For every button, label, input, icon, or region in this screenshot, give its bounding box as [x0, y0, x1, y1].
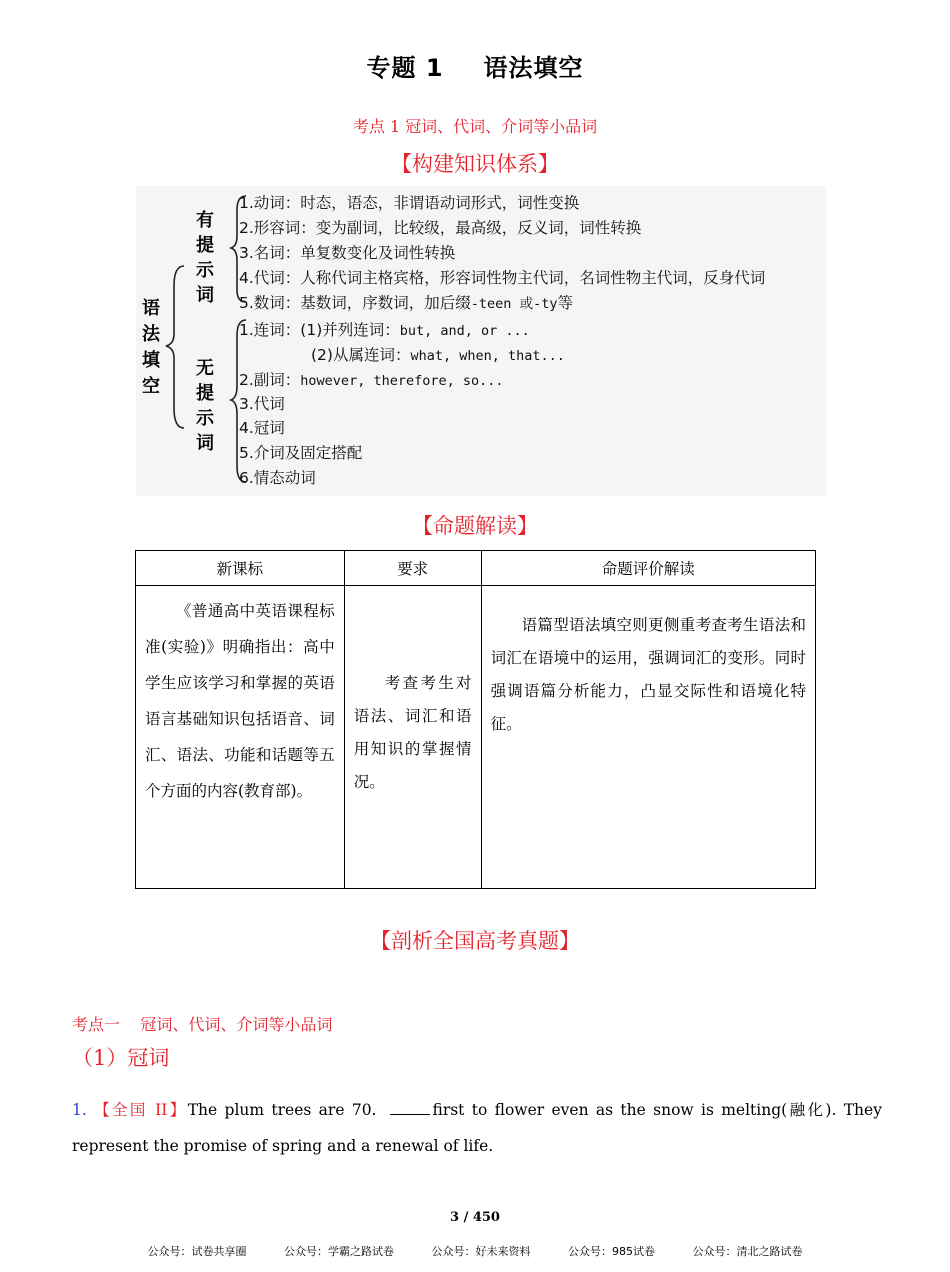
diagram-line: 1.动词：时态，语态，非谓语动词形式，词性变换	[239, 194, 580, 212]
diagram-line: 2.形容词：变为副词，比较级，最高级，反义词，词性转换	[239, 219, 642, 237]
table-header-cell: 命题评价解读	[481, 551, 815, 586]
section-interpretation: 【命题解读】	[412, 514, 538, 538]
diagram-line: 4.代词：人称代词主格宾格，形容词性物主代词，名词性物主代词，反身代词	[239, 269, 766, 287]
diagram-line: 5.介词及固定搭配	[239, 444, 363, 462]
diagram-line: 4.冠词	[239, 419, 285, 437]
footer-item: 公众号：学霸之路试卷	[284, 1245, 394, 1258]
page-number: 3 / 450	[450, 1210, 500, 1225]
question-text: The plum trees are 70.	[187, 1101, 377, 1119]
knowledge-diagram	[136, 186, 826, 496]
question-number: 1.	[72, 1101, 87, 1119]
question-1	[72, 1092, 882, 1164]
table-header-cell: 要求	[344, 551, 481, 586]
section-knowledge-system: 【构建知识体系】	[391, 152, 559, 176]
group-without-hints: 无提示词	[196, 358, 214, 454]
section-exam-analysis: 【剖析全国高考真题】	[370, 929, 580, 953]
root-brace	[166, 266, 184, 428]
footer-item: 公众号：试卷共享圈	[147, 1245, 247, 1258]
answer-blank[interactable]	[390, 1100, 430, 1115]
table-cell: 语篇型语法填空则更侧重考查考生语法和词汇在语境中的运用，强调词汇的变形。同时强调语篇分析能力，凸显交际性和语境化特征。	[481, 586, 815, 889]
diagram-line: 2.副词：however, therefore, so...	[239, 371, 504, 389]
table-cell: 考查考生对语法、词汇和语用知识的掌握情况。	[344, 586, 481, 889]
question-source-tag: 【全国 II】	[94, 1101, 188, 1119]
table-row	[136, 586, 816, 889]
diagram-line: 1.连词：(1)并列连词：but, and, or ...	[239, 321, 530, 339]
subsection-article: （1）冠词	[72, 1046, 170, 1070]
kaodian-one: 考点一 冠词、代词、介词等小品词	[72, 1015, 333, 1034]
root-label: 语法填空	[142, 298, 160, 397]
diagram-line: 3.代词	[239, 395, 285, 413]
diagram-line: 6.情态动词	[239, 469, 316, 487]
table-cell: 《普通高中英语课程标准(实验)》明确指出：高中学生应该学习和掌握的英语语言基础知识包括语音、词汇、语法、功能和话题等五个方面的内容(教育部)。	[136, 586, 345, 889]
table-header-cell: 新课标	[136, 551, 345, 586]
diagram-line: 5.数词：基数词，序数词，加后缀-teen 或-ty等	[239, 294, 573, 312]
footer-item: 公众号：清北之路试卷	[692, 1245, 803, 1258]
footer-item: 公众号：985试卷	[568, 1245, 655, 1258]
diagram-line: (2)从属连词：what, when, that...	[311, 346, 565, 364]
footer-item: 公众号：好未来资料	[431, 1245, 531, 1258]
footer	[0, 1243, 950, 1259]
requirements-table	[135, 550, 816, 889]
table-header-row	[136, 551, 816, 586]
diagram-line: 3.名词：单复数变化及词性转换	[239, 244, 456, 262]
kaodian-heading: 考点 1 冠词、代词、介词等小品词	[352, 117, 598, 136]
page-title: 专题 1 语法填空	[366, 54, 584, 82]
group-with-hints: 有提示词	[196, 210, 214, 306]
question-text: first to flower even as the snow is melting(融化). They represent the promise of spring and a renewal of life.	[72, 1101, 882, 1155]
